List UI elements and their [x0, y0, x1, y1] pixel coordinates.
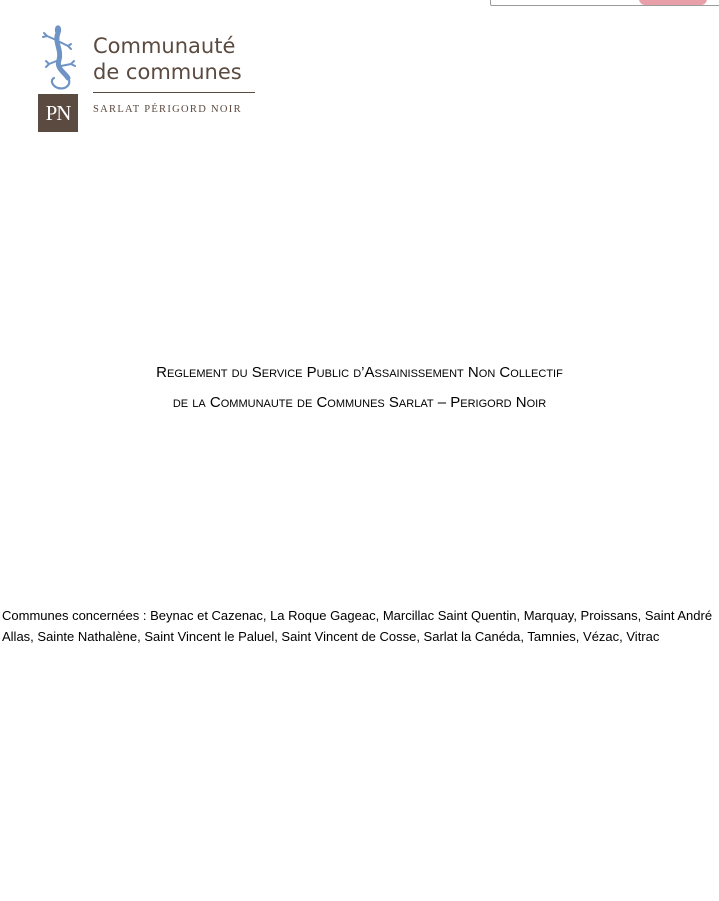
logo-subtitle: SARLAT PÉRIGORD NOIR — [93, 104, 242, 115]
document-title-line-2: de la Communaute de Communes Sarlat – Perigord Noir — [172, 394, 547, 411]
logo-line-2: de communes — [93, 60, 242, 84]
logo-divider — [93, 92, 255, 93]
communes-paragraph: Communes concernées : Beynac et Cazenac, La Roque Gageac, Marcillac Saint Quentin, Marquay, Proissans, Saint André Allas, Sainte Nathalène, Saint Vincent le Paluel, Saint Vincent de Cosse, Sarlat la Canéda, Tamnies, Vézac, Vitrac — [2, 608, 713, 644]
top-edge-frame — [490, 0, 719, 6]
logo-line-1: Communauté — [93, 34, 236, 58]
document-title-line-1: Reglement du Service Public d’Assainissement Non Collectif — [156, 364, 563, 381]
logo — [36, 24, 266, 136]
logo-initials: PN — [38, 94, 78, 132]
lizard-icon — [38, 24, 78, 94]
top-edge-highlight — [639, 0, 707, 5]
